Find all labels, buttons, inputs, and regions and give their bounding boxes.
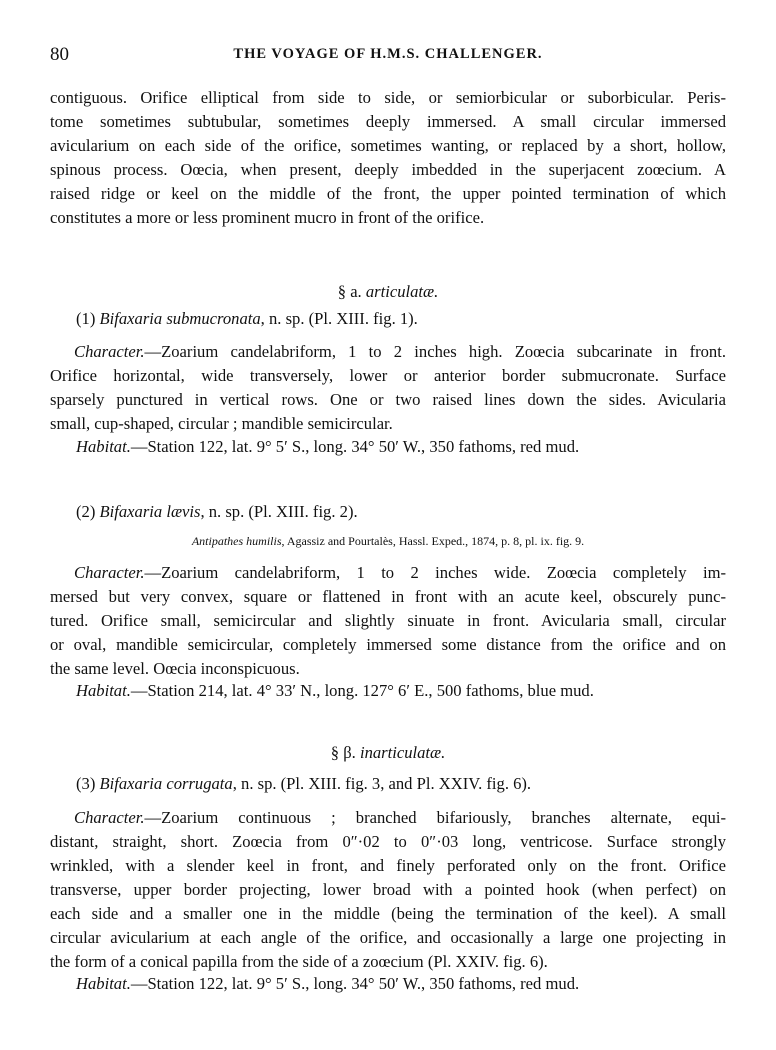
character-paragraph-2 (50, 561, 726, 681)
intro-paragraph (50, 86, 726, 230)
synonym-reference: , Agassiz and Pourtalès, Hassl. Exped., 1874, p. 8, pl. ix. fig. 9. (281, 534, 585, 548)
text-line (50, 561, 726, 585)
text-line: spinous process. Oœcia, when present, deeply imbedded in the superjacent zoœcium. A (50, 160, 726, 179)
section-name: articulatæ. (365, 282, 439, 301)
species-heading-2 (76, 500, 358, 524)
species-name: Bifaxaria submucronata (99, 309, 261, 328)
species-number: (1) (76, 309, 100, 328)
habitat-text: —Station 122, lat. 9° 5′ S., long. 34° 50′ W., 350 fathoms, red mud. (130, 974, 580, 993)
species-number: (2) (76, 502, 100, 521)
habitat-text: —Station 214, lat. 4° 33′ N., long. 127° 6′ E., 500 fathoms, blue mud. (130, 681, 594, 700)
species-reference: , n. sp. (Pl. XIII. fig. 2). (200, 502, 358, 521)
text-line: avicularium on each side of the orifice, sometimes wanting, or replaced by a short, hollow, (50, 136, 726, 155)
text-line: constitutes a more or less prominent mucro in front of the orifice. (50, 208, 485, 227)
page-number: 80 (50, 44, 69, 65)
text-line: raised ridge or keel on the middle of the front, the upper pointed termination of which (50, 184, 726, 203)
text-line: Orifice horizontal, wide transversely, lower or anterior border submucronate. Surface (50, 366, 726, 385)
habitat-label: Habitat. (76, 974, 131, 993)
text-line: contiguous. Orifice elliptical from side to side, or semiorbicular or suborbicular. Peris- (50, 88, 726, 107)
species-number: (3) (76, 774, 100, 793)
species-reference: , n. sp. (Pl. XIII. fig. 3, and Pl. XXIV. fig. 6). (232, 774, 532, 793)
character-label: Character. (74, 563, 145, 582)
character-paragraph-3 (50, 806, 726, 974)
character-text: —Zoarium candelabriform, 1 to 2 inches wide. Zoœcia completely im- (144, 563, 726, 582)
character-paragraph-1 (50, 340, 726, 436)
section-heading-a (50, 280, 726, 304)
text-line: each side and a smaller one in the middle (being the termination of the keel). A small (50, 904, 726, 923)
habitat-1 (76, 435, 579, 459)
species-name: Bifaxaria lævis (99, 502, 201, 521)
page-header (50, 44, 726, 68)
running-title: THE VOYAGE OF H.M.S. CHALLENGER. (233, 46, 543, 62)
species-name: Bifaxaria corrugata (99, 774, 233, 793)
character-label: Character. (74, 342, 145, 361)
text-line (50, 340, 726, 364)
text-line: tome sometimes subtubular, sometimes deeply immersed. A small circular immersed (50, 112, 726, 131)
habitat-label: Habitat. (76, 681, 131, 700)
character-text: —Zoarium candelabriform, 1 to 2 inches high. Zoœcia subcarinate in front. (144, 342, 726, 361)
habitat-3 (76, 972, 579, 996)
text-line: circular avicularium at each angle of the orifice, and occasionally a large one projecting in (50, 928, 726, 947)
character-label: Character. (74, 808, 145, 827)
species-heading-3 (76, 772, 531, 796)
character-text: —Zoarium continuous ; branched bifariously, branches alternate, equi- (144, 808, 726, 827)
text-line: transverse, upper border projecting, lower broad with a pointed hook (when perfect) on (50, 880, 726, 899)
text-line: the same level. Oœcia inconspicuous. (50, 659, 300, 678)
habitat-label: Habitat. (76, 437, 131, 456)
text-line: the form of a conical papilla from the side of a zoœcium (Pl. XXIV. fig. 6). (50, 952, 548, 971)
section-name: inarticulatæ. (359, 743, 446, 762)
habitat-text: —Station 122, lat. 9° 5′ S., long. 34° 50′ W., 350 fathoms, red mud. (130, 437, 580, 456)
text-line: distant, straight, short. Zoœcia from 0″·02 to 0″·03 long, ventricose. Surface strongly (50, 832, 726, 851)
species-heading-1 (76, 307, 418, 331)
text-line: or oval, mandible semicircular, completely immersed some distance from the orifice and on (50, 635, 726, 654)
habitat-2 (76, 679, 594, 703)
section-heading-b (50, 741, 726, 765)
text-line: sparsely punctured in vertical rows. One or two raised lines down the sides. Avicularia (50, 390, 726, 409)
text-line: tured. Orifice small, semicircular and slightly sinuate in front. Avicularia small, circular (50, 611, 726, 630)
section-prefix: § a. (337, 282, 366, 301)
text-line: mersed but very convex, square or flattened in front with an acute keel, obscurely punc- (50, 587, 726, 606)
text-line (50, 806, 726, 830)
synonym-name: Antipathes humilis (191, 534, 282, 548)
species-reference: , n. sp. (Pl. XIII. fig. 1). (260, 309, 418, 328)
section-prefix: § β. (330, 743, 360, 762)
synonym-line (50, 531, 726, 551)
text-line: small, cup-shaped, circular ; mandible semicircular. (50, 414, 393, 433)
text-line: wrinkled, with a slender keel in front, and finely perforated only on the front. Orifice (50, 856, 726, 875)
